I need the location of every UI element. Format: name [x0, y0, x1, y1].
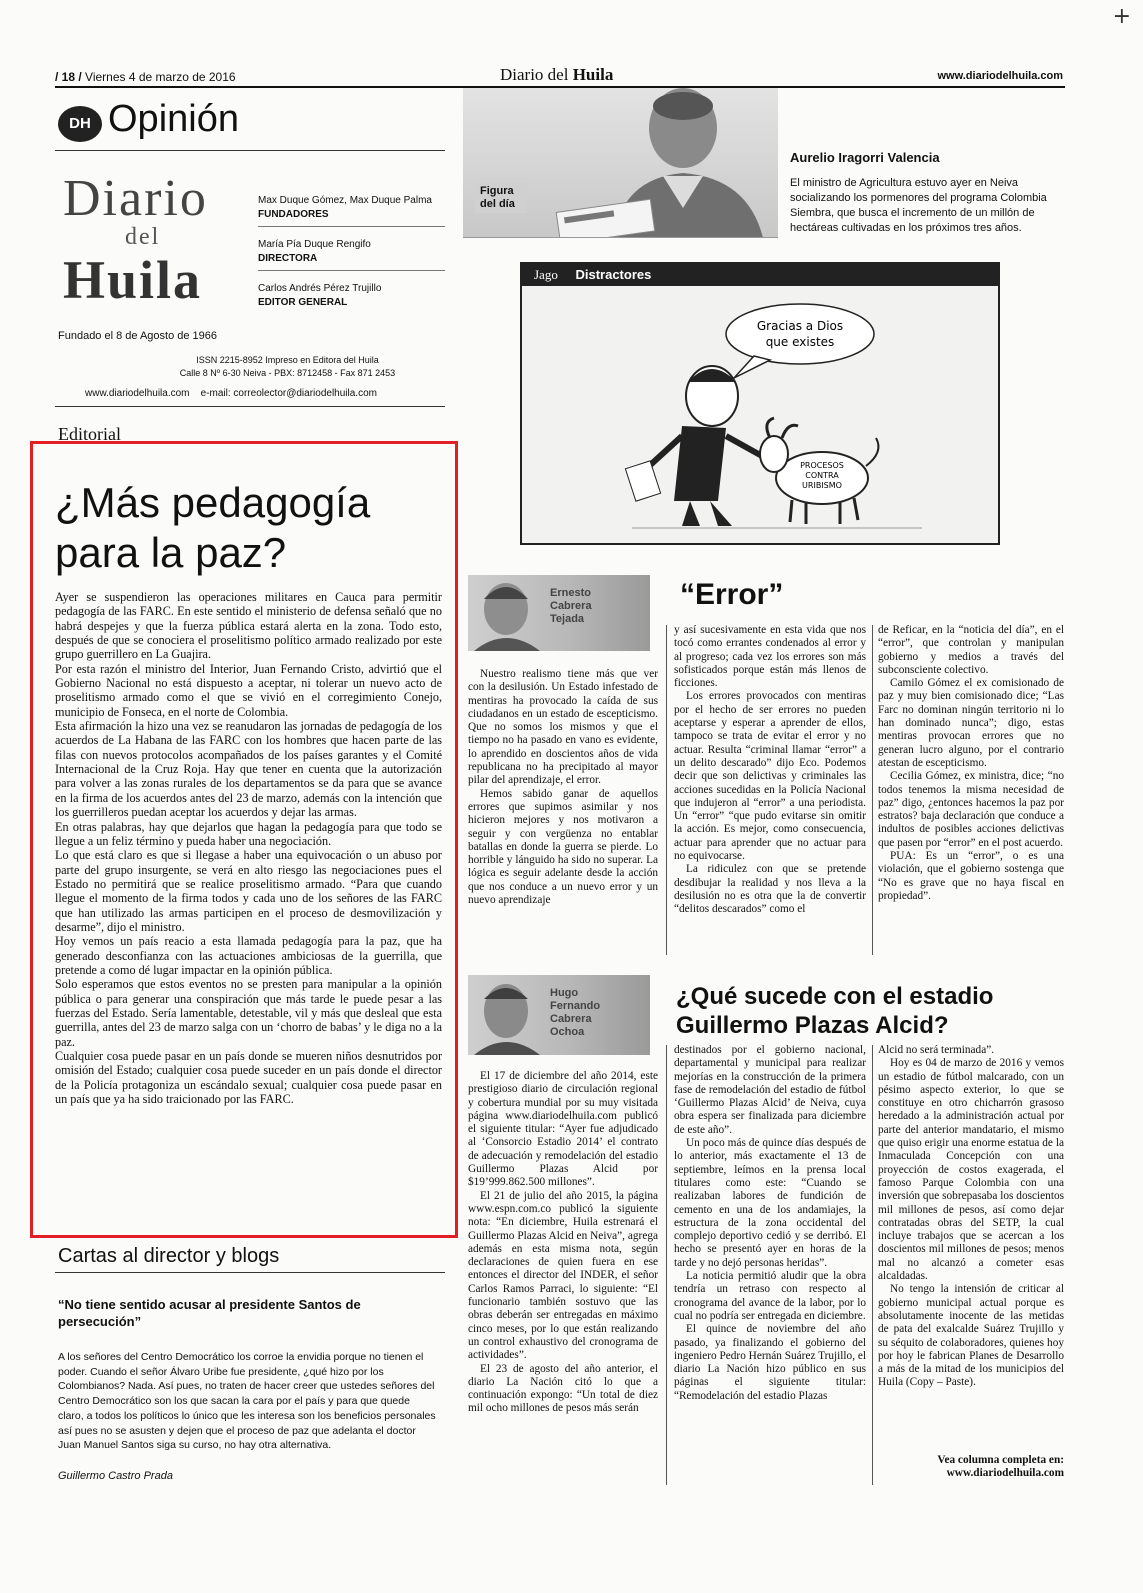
issn-line: ISSN 2215-8952 Impreso en Editora del Huila: [196, 355, 379, 365]
header-website[interactable]: www.diariodelhuila.com: [937, 70, 1063, 82]
column-paragraph: La ridiculez con que se pretende desdibujar la realidad y nos lleva a la desilusión no es otra que la de convertir “delitos descarados” como el: [674, 863, 866, 916]
masthead-logo: [55, 170, 240, 316]
column-rule: [666, 625, 667, 955]
figure-of-day-photo: [463, 88, 778, 238]
column-paragraph: El 17 de diciembre del año 2014, este prestigioso diario de circulación regional y cobertura mundial por su muy visitada página www.diariodelhuila.com publicó el siguiente titular: “Ayer fue adjudicado al ‘Consorcio Estadio 2014’ el contrato de adecuación y remodelación del estadio Guillermo Plazas Alcid por $19’999.862.500 millones”.: [468, 1070, 658, 1189]
goat-label-line1: PROCESOS: [800, 461, 844, 470]
column-paragraph: Cecilia Gómez, ex ministra, dice; “no todos tenemos la misma necesidad de paz” digo, ¿entonces hacemos la paz por estratos? baja declaración que conduce a indultos de posibles acciones delictivas que pasen por “error” en el post acuerdo.: [878, 770, 1064, 849]
column-paragraph: Un poco más de quince días después de lo anterior, más exactamente el 13 de septiembre, leímos en la prensa local titulares como este: “Cuando se realizaban labores de fundición de cemento en una de los andamiajes, la estructura de la zona occidental del complejo deportivo cedió y se derribó. El hecho se presentó ayer en horas de la tarde y no dejó personas heridas”.: [674, 1137, 866, 1269]
contact-web[interactable]: www.diariodelhuila.com: [85, 388, 190, 399]
figure-of-day-tag: Figura del día: [475, 183, 527, 213]
column-error-title: “Error”: [680, 578, 784, 611]
column-estadio-col2: [674, 1044, 866, 1403]
cartoon-header: [522, 264, 998, 286]
editorial-paragraph: Cualquier cosa puede pasar en un país donde se mueren niños desnutridos por omisión del Estado; cualquier cosa puede suceder en un país donde el director de la Policía protagoniza un escándalo sexual; cualquier cosa puede pasar en un país que ya ha sido traicionado por las FARC.: [55, 1049, 442, 1107]
column-estadio-title: ¿Qué sucede con el estadio Guillermo Plazas Alcid?: [676, 983, 994, 1039]
cartas-body: A los señores del Centro Democrático los corroe la envidia porque no tienen el poder. Cuando el señor Álvaro Uribe fue presidente, ¿qué hizo por los Colombianos? Nada. Así pues, no traten de hacer creer que ustedes señores del Centro Democrático son los que sacan la cara por el país y para que quede claro, a todos los políticos lo único que les interesa son los beneficios personales así pues no se asusten y dejen que el proceso de paz que adelanta el doctor Juan Manuel Santos siga su curso, no hay otra alternativa.: [58, 1351, 436, 1452]
staff-editor-name: Carlos Andrés Pérez Trujillo: [258, 283, 382, 294]
editorial-paragraph: Ayer se suspendieron las operaciones militares en Cauca para permitir pedagogía de las FARC. En este sentido el ministerio de defensa señaló que no habrá despejes y que la fuerza pública estará alerta en la zona. Todo esto, después de que se conociera el proselitismo político armado realizado por este grupo guerrillero en La Guajira.: [55, 590, 442, 662]
staff-editor-role: EDITOR GENERAL: [258, 297, 348, 308]
staff-director-role: DIRECTORA: [258, 253, 318, 264]
author-portrait-icon: [468, 575, 546, 651]
cartoon-panel: [520, 262, 1000, 545]
cartas-label: Cartas al director y blogs: [58, 1245, 280, 1267]
staff-rule: [258, 270, 445, 271]
column-estadio-author-photo: [468, 975, 650, 1055]
column-estadio-author: Hugo Fernando Cabrera Ochoa: [550, 987, 601, 1038]
column-paragraph: El 21 de julio del año 2015, la página www.espn.com.co publicó la siguiente nota: “En diciembre, Huila estrenará el Guillermo Plazas Alcid en Neiva”, agrega además en esta misma nota, según declaraciones de quien fuera en ese entonces el director del INDER, el señor Carlos Ramos Parraci, lo siguiente: “El funcionario también sostuvo que las obras deberán ser entregadas en máximo cinco meses, por lo que están realizando un control exhaustivo del cronograma de actividades”.: [468, 1189, 658, 1362]
contact-email[interactable]: e-mail: correolector@diariodelhuila.com: [200, 388, 377, 399]
column-paragraph: Los errores provocados con mentiras por el hecho de ser errores no pueden aceptarse y esperar a aprender de ellos, tampoco se trata de evitar el error y no actuar. Resulta “criminal llamar “error” a un delito descarado” dijo Eco. Podemos decir que son delictivas y criminales las acciones sucedidas en la Policía Nacional que indujeron al “error” a una periodista. Un “error” “que pudo evitarse sin omitir la acción. Es mejor, como consecuencia, actuar para aprender que no actuar para no equivocarse.: [674, 690, 866, 863]
column-paragraph: de Reficar, en la “noticia del día”, en el “error”, que controlan y manipulan gobierno y medios a través del subconsciente colectivo.: [878, 624, 1064, 676]
staff-editor: [258, 282, 381, 310]
column-error-col2: [674, 624, 866, 917]
column-paragraph: No tengo la intensión de criticar al gobierno municipal actual porque es absolutamente inocente de las metidas de pata del exalcalde Suárez Trujillo y su séquito de colaboradores, quienes hoy por hoy le fabrican Planes de Desarrollo a más de la mitad de los municipios del Huila (Copy – Paste).: [878, 1283, 1064, 1389]
column-error-author: Ernesto Cabrera Tejada: [550, 587, 592, 625]
figure-of-day-text: El ministro de Agricultura estuvo ayer en Neiva socializando los pormenores del programa Colombia Siembra, que busca el incremento de un millón de hectáreas cultivadas en los próximos tres años.: [790, 177, 1047, 234]
masthead-small: [500, 65, 613, 85]
cartoon-bubble-line1: Gracias a Dios: [756, 319, 844, 333]
column-paragraph: Alcid no será terminada”.: [878, 1044, 995, 1056]
column-paragraph: La noticia permitió aludir que la obra tendría un retraso con respecto al cronograma del avance de la labor, por lo cual no podría ser entregada en diciembre.: [674, 1270, 866, 1322]
column-rule: [872, 1045, 873, 1485]
column-estadio-col1: [468, 1070, 658, 1416]
issn-block: [155, 354, 420, 380]
cartoon-title: Distractores: [575, 267, 652, 282]
editorial-paragraph: Hoy vemos un país reacio a esta llamada pedagogía para la paz, que ha generado desconfianza con las actuaciones ambiciosas de la guerrilla, que pretende a como dé lugar impactar en la opinión pública.: [55, 934, 442, 977]
column-rule: [666, 1045, 667, 1485]
editorial-paragraph: Solo esperamos que estos eventos no se presten para manipular a la opinión pública o para generar una conspiración que más tarde le puede pesar a las fuerzas del Estado. Sería lamentable, detestable, vil y más que desleal que esta guerrilla, antes del 23 de marzo salga con un ‘chorro de babas’ y le diga no a la paz.: [55, 977, 442, 1049]
founded-date: Fundado el 8 de Agosto de 1966: [58, 330, 218, 342]
editorial-paragraph: Lo que está claro es que si llegase a haber una equivocación o un abuso por parte del grupo insurgente, se verá en alto riesgo las negociaciones pues el Estado no permitirá que se realice proselitismo armado. “Para que cuando llegue el momento de la firma todos y cada uno de los señores de las FARC que han utilizado las armas participen en el proceso de desmovilización y desarme”, dijo el ministro.: [55, 848, 442, 934]
masthead-small-right: Huila: [572, 65, 614, 84]
masthead-word-diario: Diario: [63, 170, 208, 227]
editorial-title: ¿Más pedagogía para la paz?: [55, 479, 371, 576]
staff-director: [258, 238, 371, 266]
column-estadio-col3: [878, 1044, 1064, 1390]
author-portrait-icon: [468, 975, 546, 1055]
editorial-label: Editorial: [58, 424, 121, 444]
column-footer-url[interactable]: www.diariodelhuila.com: [946, 1467, 1064, 1480]
staff-founders-role: FUNDADORES: [258, 209, 329, 220]
section-title: Opinión: [108, 98, 239, 140]
masthead-word-del: del: [125, 224, 161, 250]
masthead-small-left: Diario del: [500, 65, 569, 84]
dh-logo-badge: DH: [58, 106, 102, 142]
cartas-rule: [55, 1272, 445, 1273]
page-date: Viernes 4 de marzo de 2016: [85, 70, 236, 84]
goat-label-line2: CONTRA: [805, 471, 839, 480]
column-paragraph: El quince de noviembre del año pasado, ya finalizando el gobierno del ingeniero Pedro Hernán Suárez Trujillo, el diario La Nación hizo público en sus páginas el siguiente titular: “Remodelación del estadio Plazas: [674, 1323, 867, 1402]
page-header-left: [55, 70, 236, 84]
column-paragraph: Hoy es 04 de marzo de 2016 y vemos un estadio de fútbol malcarado, con un pésimo aspecto exterior, lo que se constituye en otro chicharrón grasoso heredado a la administración actual por parte del anterior mandatario, el mismo que quiso erigir una enorme estatua de la Inmaculada Concepción con una proyección de costos exagerada, el famoso Parque Colombia con una inversión que sobrepasaba los doscientos mil millones de pesos, así como dejar contratadas obras del SETP, la cual incluye trabajos que se acercan a los doscientos mil millones de pesos; menos mal no alcanzó a cometer esas alcaldadas.: [878, 1057, 1064, 1283]
goat-label-line3: URIBISMO: [802, 481, 842, 490]
staff-director-name: María Pía Duque Rengifo: [258, 239, 371, 250]
figure-of-day-name: Aurelio Iragorri Valencia: [790, 150, 940, 165]
cartas-title: “No tiene sentido acusar al presidente Santos de persecución”: [58, 1297, 361, 1329]
crop-mark-icon: +: [1112, 4, 1131, 29]
staff-rule: [258, 226, 445, 227]
staff-founders: [258, 194, 432, 222]
editorial-paragraph: En otras palabras, hay que dejarlos que hagan la pedagogía para que todo se llegue a un feliz término y pueda haber una negociación.: [55, 819, 442, 848]
column-error-col1: [468, 668, 658, 907]
contact-line: [85, 388, 377, 399]
masthead-word-huila: Huila: [63, 250, 203, 310]
column-footer-label: Vea columna completa en:: [937, 1454, 1064, 1466]
column-paragraph: El 23 de agosto del año anterior, el diario La Nación citó lo que a continuación expongo: “Un total de diez mil ocho millones de pesos más serán: [468, 1362, 658, 1415]
staff-founders-names: Max Duque Gómez, Max Duque Palma: [258, 195, 432, 206]
cartoon-bubble-line2: que existes: [765, 335, 835, 349]
column-error-author-photo: [468, 575, 650, 651]
editorial-body: [55, 590, 442, 1106]
column-paragraph: Hemos sabido ganar de aquellos errores que supimos asimilar y nos hicieron mejores y nos motivaron a seguir y con vergüenza no entablar batallas en donde la guerra se pierde. Lo horrible y lánguido ha sido no superar. La lógica es seguir adelante desde la acción que nos conduce a un nuevo error y un nuevo aprendizaje: [468, 787, 658, 907]
column-rule: [872, 625, 873, 955]
portrait-illustration: [463, 88, 778, 238]
editorial-paragraph: Esta afirmación la hizo una vez se reanudaron las jornadas de pedagogía de los acuerdos de La Habana de las FARC con los hombres que hacen parte de las filas con nuevos protocolos acompañados de los países garantes y el Comité Internacional de la Cruz Roja. Hay que tener en cuenta que la autorización para volver a las zonas rurales de los departamentos se da para que se avance en la firma de los acuerdos antes del 23 de marzo, además con la intención que los guerrilleros puedan aceptar los acuerdos y dejar las armas.: [55, 719, 442, 820]
column-paragraph: destinados por el gobierno nacional, departamental y municipal para realizar mejorías en la construcción de la primera fase de remodelación del estadio de fútbol ‘Guillermo Plazas Alcid’ de Neiva, cuya obra espera ser finalizada para diciembre de este año”.: [674, 1044, 866, 1136]
address-line: Calle 8 Nº 6-30 Neiva - PBX: 8712458 - Fax 871 2453: [179, 368, 396, 378]
cartas-signature: Guillermo Castro Prada: [58, 1470, 173, 1482]
cartoon-signature: Jago: [534, 267, 558, 282]
contact-rule: [55, 406, 445, 407]
page-number: / 18 /: [55, 70, 82, 84]
column-paragraph: PUA: Es un “error”, o es una violación, que el gobierno sostenga que “No es grave que no haya fiscal en propiedad”.: [878, 850, 1064, 902]
column-estadio-footer: [878, 1454, 1064, 1481]
column-paragraph: y así sucesivamente en esta vida que nos tocó como errantes condenados al error y al progreso; cada vez los errores son más sofisticados porque están más llenos de ficciones.: [674, 624, 866, 690]
editorial-paragraph: Por esta razón el ministro del Interior, Juan Fernando Cristo, advirtió que el Gobierno Nacional no está dispuesto a aceptar, ni tolerar un nuevo acto de proselitismo armado como el que se vivió en el corregimiento Conejo, municipio de Fonseca, en el norte de Colombia.: [55, 661, 442, 719]
column-paragraph: Camilo Gómez el ex comisionado de paz y muy bien comisionado dice; “Las Farc no dominan ningún territorio ni lo han dominado nunca”; digo, estas mentiras provocan errores que no generan lucro alguno, por el contrario atestan de escepticismo.: [878, 677, 1064, 769]
column-paragraph: Nuestro realismo tiene más que ver con la desilusión. Un Estado infestado de mentiras ha provocado la caída de sus ciudadanos en un estado de escepticismo. Que no somos los mismos y que el tiempo no ha pasado en vano es evidente, lo aprendido en doscientos años de vida republicana no ha precipitado al mayor pilar del aprendizaje, el error.: [468, 668, 658, 787]
cartoon-drawing: [522, 286, 998, 545]
column-error-col3: [878, 624, 1064, 903]
section-rule: [55, 150, 445, 151]
